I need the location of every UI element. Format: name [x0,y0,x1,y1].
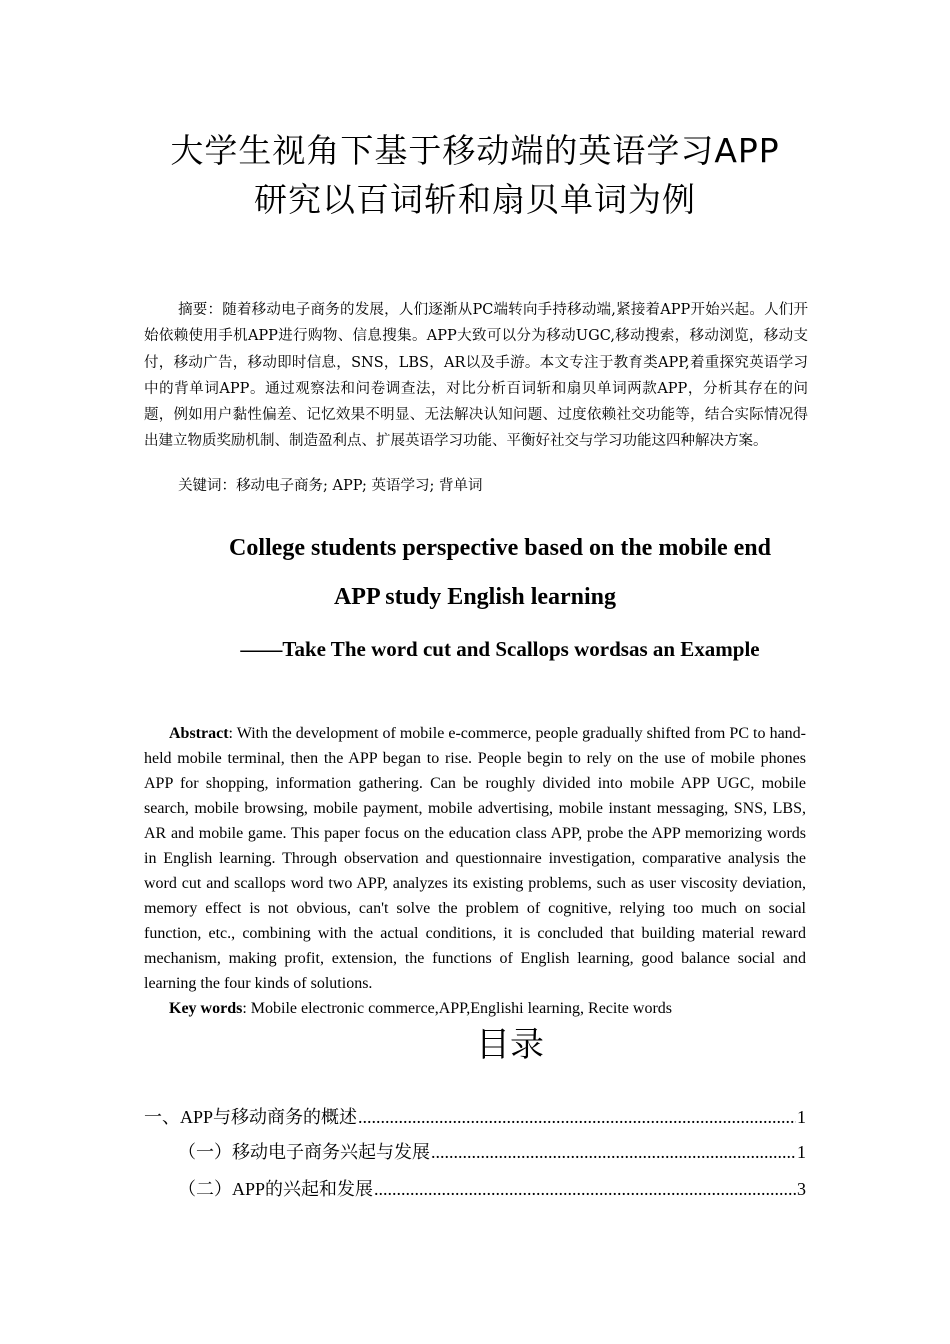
chinese-abstract [144,297,808,455]
chinese-abstract-text: 随着移动电子商务的发展，人们逐渐从PC端转向手持移动端,紧接着APP开始兴起。人们开始依赖使用手机APP进行购物、信息搜集。APP大致可以分为移动UGC,移动搜索，移动浏览，移动支付，移动广告，移动即时信息，SNS，LBS，AR以及手游。本文专注于教育类APP,着重探究英语学习中的背单词APP。通过观察法和问卷调查法，对比分析百词斩和扇贝单词两款APP，分析其存在的问题，例如用户黏性偏差、记忆效果不明显、无法解决认知问题、过度依赖社交功能等，结合实际情况得出建立物质奖励机制、制造盈利点、扩展英语学习功能、平衡好社交与学习功能这四种解决方案。 [144,302,809,450]
chinese-keywords-label: 关键词： [178,478,237,494]
toc-entry-text: 一、APP与移动商务的概述 [144,1107,358,1127]
chinese-keywords-text: 移动电子商务; APP; 英语学习; 背单词 [236,478,483,494]
toc-leader-dots [358,1104,796,1130]
toc-entry-text: （一）移动电子商务兴起与发展 [178,1142,430,1162]
toc-page-number: 1 [797,1107,806,1127]
toc-heading: 目录 [476,1025,544,1065]
chinese-keywords [144,473,483,499]
toc-leader-dots [431,1139,796,1165]
english-abstract-label: Abstract [169,725,229,742]
toc-entry[interactable] [144,1104,806,1130]
english-title-line-1: College students perspective based on the mobile end [229,535,771,561]
toc-page-number: 3 [797,1179,806,1199]
english-abstract-text: : With the development of mobile e-commerce, people gradually shifted from PC to hand-held mobile terminal, then the APP began to rise. People begin to rely on the use of mobile phones APP for shopping, information gathering. Can be roughly divided into mobile APP UGC, mobile search, mobile browsing, mobile payment, mobile advertising, mobile instant messaging, SNS, LBS, AR and mobile game. This paper focus on the education class APP, probe the APP memorizing words in English learning. Through observation and questionnaire investigation, comparative analysis the word cut and scallops word two APP, analyzes its existing problems, such as user viscosity deviation, memory effect is not obvious, can't solve the problem of cognitive, relying too much on social function, etc., combining with the actual conditions, it is concluded that building material reward mechanism, making profit, extension, the functions of English learning, good balance social and learning the four kinds of solutions. [144,725,806,992]
chinese-title-line-1: 大学生视角下基于移动端的英语学习APP [170,131,780,170]
english-subtitle: ——Take The word cut and Scallops wordsas an Example [240,637,760,661]
toc-entry[interactable] [178,1139,806,1165]
english-keywords [144,996,806,1021]
toc-leader-dots [374,1176,796,1202]
english-keywords-label: Key words [169,1000,243,1017]
toc-page-number: 1 [797,1142,806,1162]
english-title-line-2: APP study English learning [333,584,617,610]
toc-entry-text: （二）APP的兴起和发展 [178,1179,374,1199]
chinese-abstract-label: 摘要： [178,302,223,318]
english-keywords-text: : Mobile electronic commerce,APP,Englishi learning, Recite words [242,1000,672,1017]
toc-entry[interactable] [178,1176,806,1202]
chinese-title-line-2: 研究以百词斩和扇贝单词为例 [254,180,696,219]
english-abstract [144,721,806,996]
